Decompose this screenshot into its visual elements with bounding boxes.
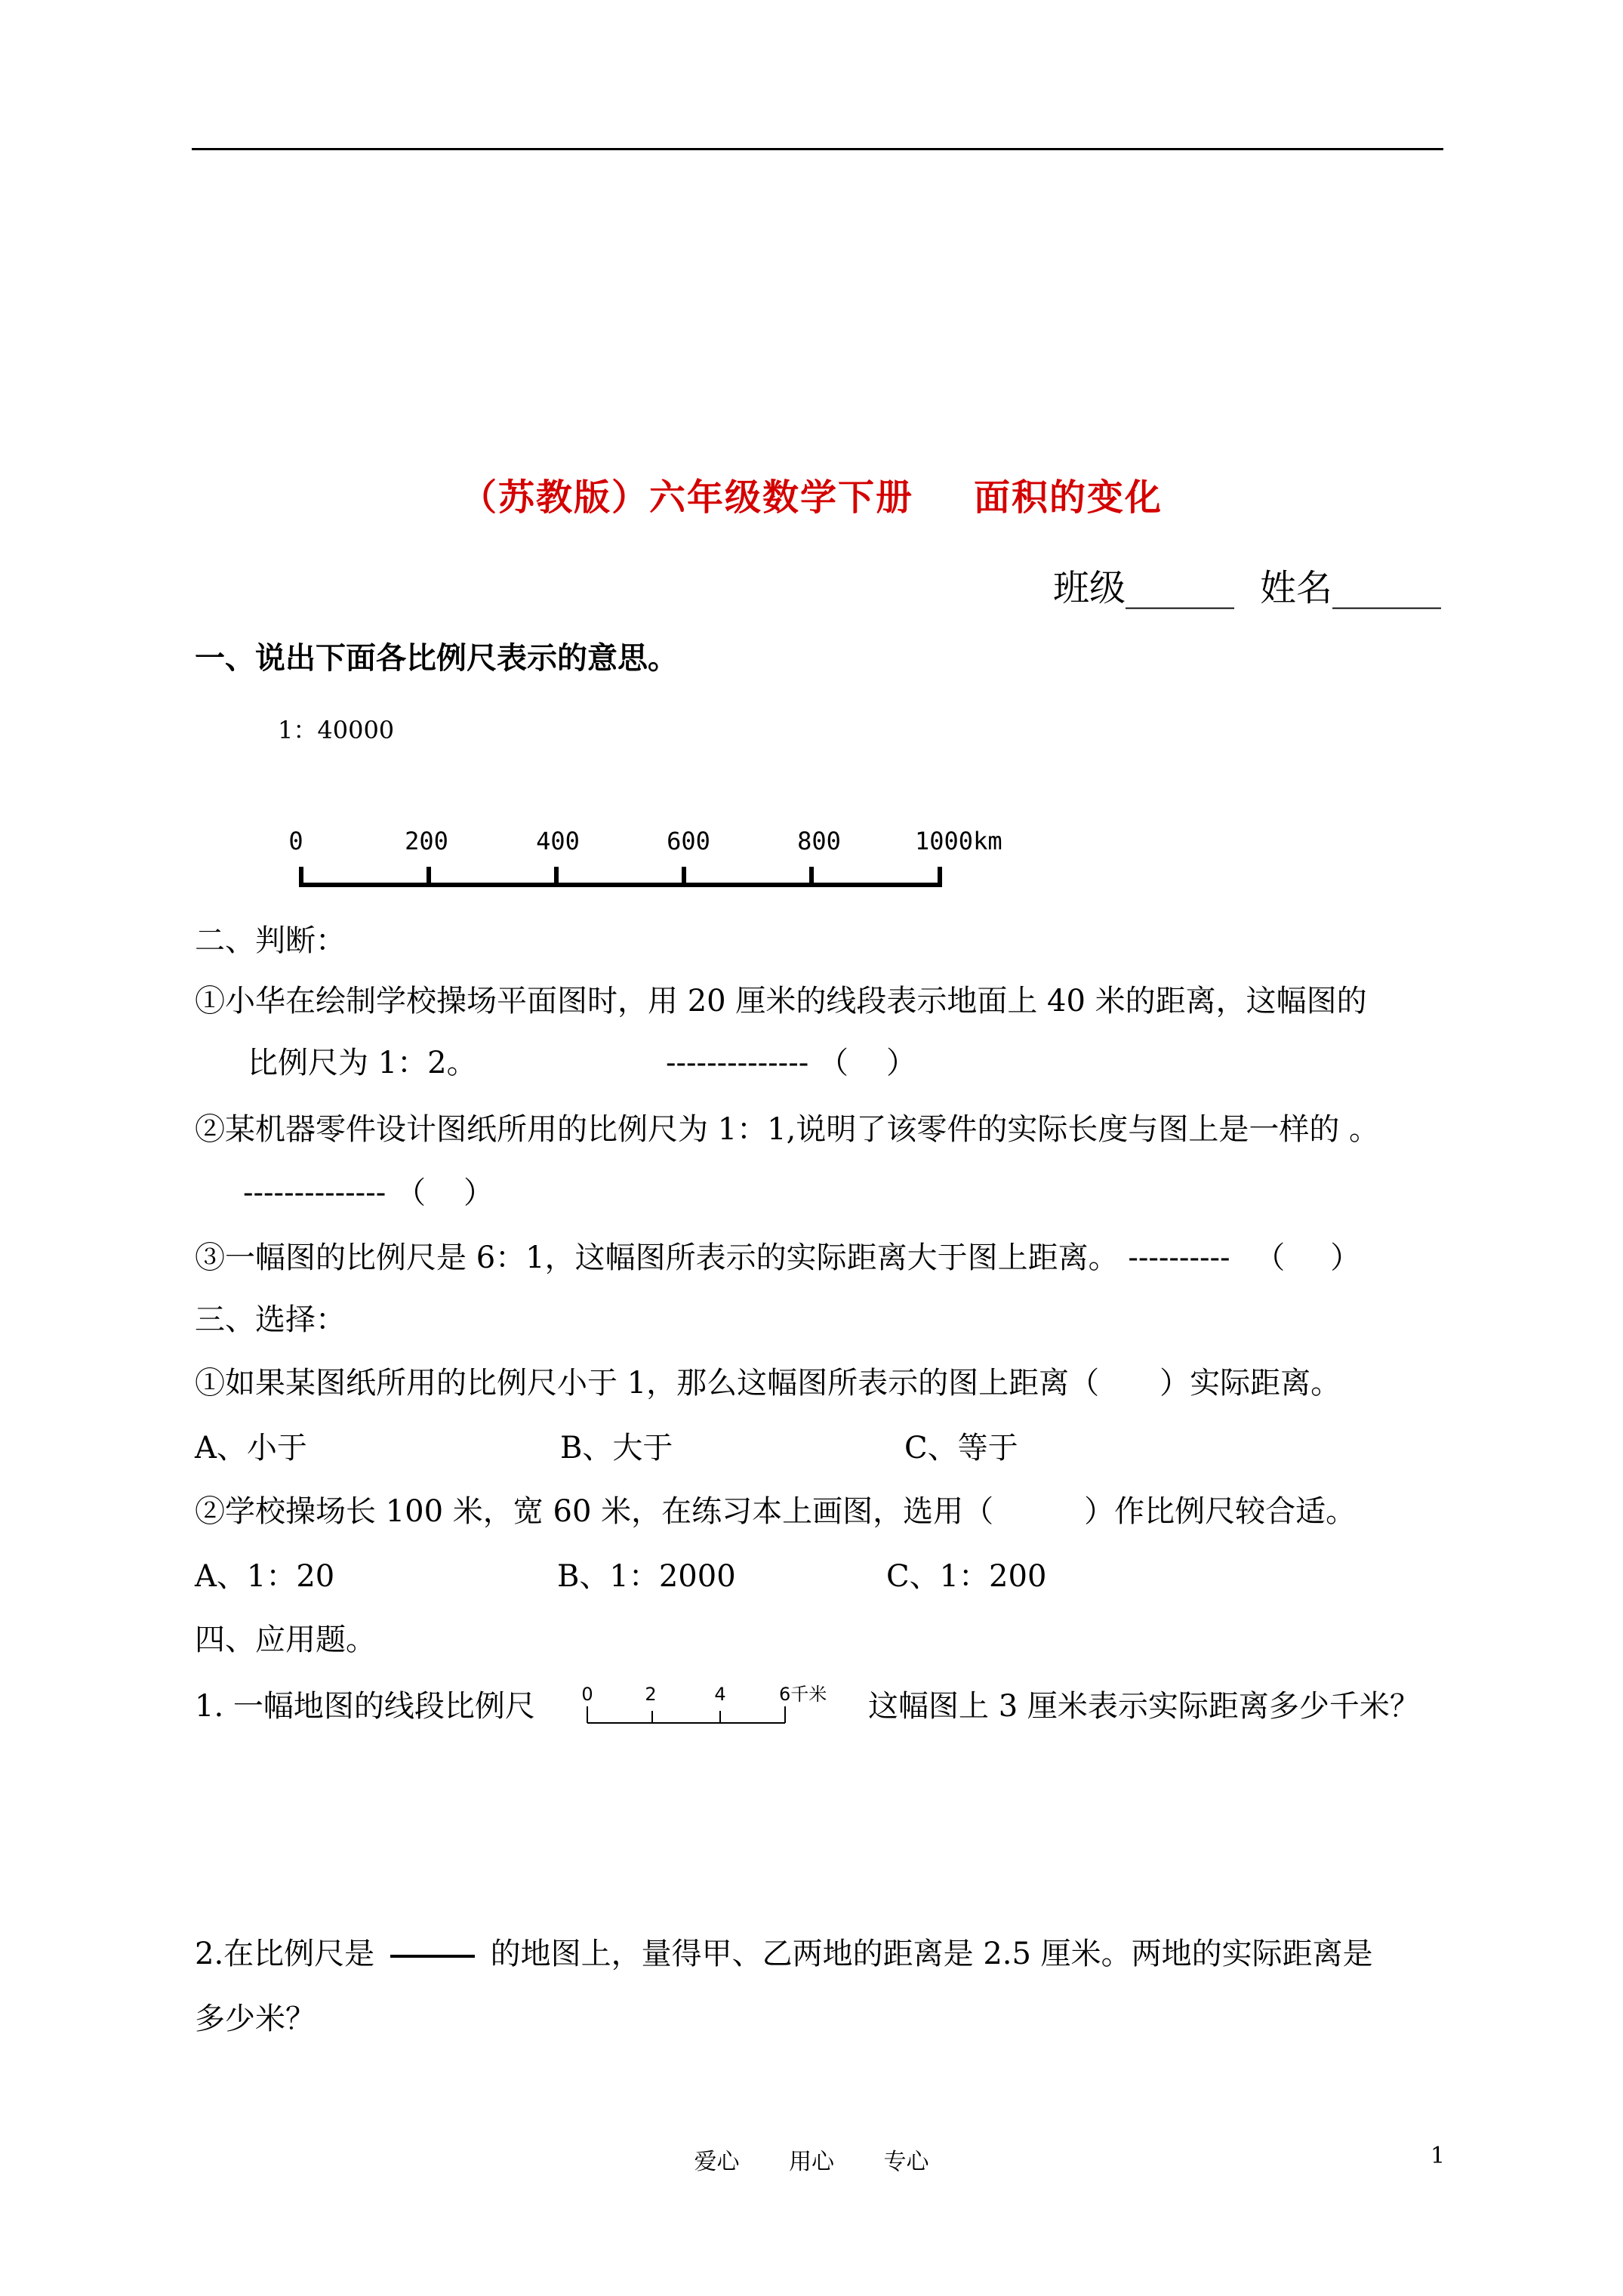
judge-q3-line1: ③一幅图的比例尺是 6：1，这幅图所表示的实际距离大于图上距离。 ---------- （ ） xyxy=(195,1240,1361,1275)
choice-q1-option-b[interactable]: B、大于 xyxy=(560,1431,673,1465)
small-scale-label-6km: 6千米 xyxy=(779,1684,827,1705)
answer-blank[interactable]: （ ） xyxy=(818,1046,916,1080)
student-info xyxy=(1053,559,1441,611)
section1-heading: 一、说出下面各比例尺表示的意思。 xyxy=(195,640,678,676)
section4-heading: 四、应用题。 xyxy=(195,1623,376,1657)
scale-label-200: 200 xyxy=(405,827,448,855)
small-scale-bar xyxy=(577,1682,848,1729)
choice-q2-option-b[interactable]: B、1：2000 xyxy=(557,1559,736,1594)
answer-blank[interactable]: （ ） xyxy=(1255,1240,1361,1275)
title-left: （苏教版）六年级数学下册 xyxy=(460,476,913,519)
apply-q2-suffix: 的地图上，量得甲、乙两地的距离是 2.5 厘米。两地的实际距离是 xyxy=(490,1937,1373,1971)
small-scale-label-2: 2 xyxy=(645,1684,657,1705)
dash-leader: -------------- xyxy=(666,1046,809,1080)
small-scale-label-0: 0 xyxy=(581,1684,593,1705)
choice-q2-option-a[interactable]: A、1：20 xyxy=(195,1559,335,1594)
small-scale-label-4: 4 xyxy=(714,1684,726,1705)
apply-q2-line1 xyxy=(195,1939,1373,1969)
choice-q2: ②学校操场长 100 米，宽 60 米，在练习本上画图，选用（ ）作比例尺较合适。 xyxy=(195,1494,1357,1529)
apply-q1-prefix: 1. 一幅地图的线段比例尺 xyxy=(195,1689,535,1724)
answer-blank[interactable]: （ ） xyxy=(395,1176,494,1210)
judge-q1-line1: ①小华在绘制学校操场平面图时，用 20 厘米的线段表示地面上 40 米的距离，这幅图的 xyxy=(195,984,1367,1019)
scale-label-1000km: 1000km xyxy=(915,827,1002,855)
footer-motto xyxy=(0,2143,1623,2176)
section3-heading: 三、选择： xyxy=(195,1302,346,1337)
judge-q2-line1: ②某机器零件设计图纸所用的比例尺为 1：1,说明了该零件的实际长度与图上是一样的 。 xyxy=(195,1112,1380,1147)
judge-q2-answer xyxy=(243,1176,494,1210)
scale-label-800: 800 xyxy=(797,827,841,855)
name-label: 姓名______ xyxy=(1260,567,1442,609)
choice-q1-option-c[interactable]: C、等于 xyxy=(904,1431,1018,1465)
class-label: 班级______ xyxy=(1053,567,1235,609)
dash-leader: -------------- xyxy=(243,1176,387,1210)
footer-item: 爱心 xyxy=(694,2149,740,2175)
footer-item: 用心 xyxy=(789,2149,834,2175)
apply-q2-prefix: 2.在比例尺是 xyxy=(195,1937,375,1971)
scale-label-400: 400 xyxy=(536,827,580,855)
ratio-blank[interactable] xyxy=(390,1955,475,1958)
choice-q2-option-c[interactable]: C、1：200 xyxy=(886,1559,1047,1594)
choice-q1-option-a[interactable]: A、小于 xyxy=(195,1431,307,1465)
judge-q1-line2: 比例尺为 1：2。 xyxy=(248,1046,477,1080)
apply-q1-suffix: 这幅图上 3 厘米表示实际距离多少千米？ xyxy=(868,1689,1420,1724)
apply-q2-line2: 多少米？ xyxy=(195,2002,316,2036)
scale-label-600: 600 xyxy=(667,827,710,855)
scale-label-0: 0 xyxy=(288,827,303,855)
header-rule xyxy=(192,148,1443,150)
line-scale-bar xyxy=(288,823,1043,891)
footer-item: 专心 xyxy=(883,2149,929,2175)
choice-q1: ①如果某图纸所用的比例尺小于 1，那么这幅图所表示的图上距离（ ）实际距离。 xyxy=(195,1366,1341,1401)
ratio-text: 1：40000 xyxy=(278,716,395,744)
dash-leader: ---------- xyxy=(1128,1240,1230,1275)
judge-q1-answer xyxy=(666,1046,916,1080)
page-title xyxy=(0,468,1623,520)
page-number: 1 xyxy=(1431,2143,1446,2169)
title-right: 面积的变化 xyxy=(974,476,1163,519)
section2-heading: 二、判断： xyxy=(195,923,346,958)
